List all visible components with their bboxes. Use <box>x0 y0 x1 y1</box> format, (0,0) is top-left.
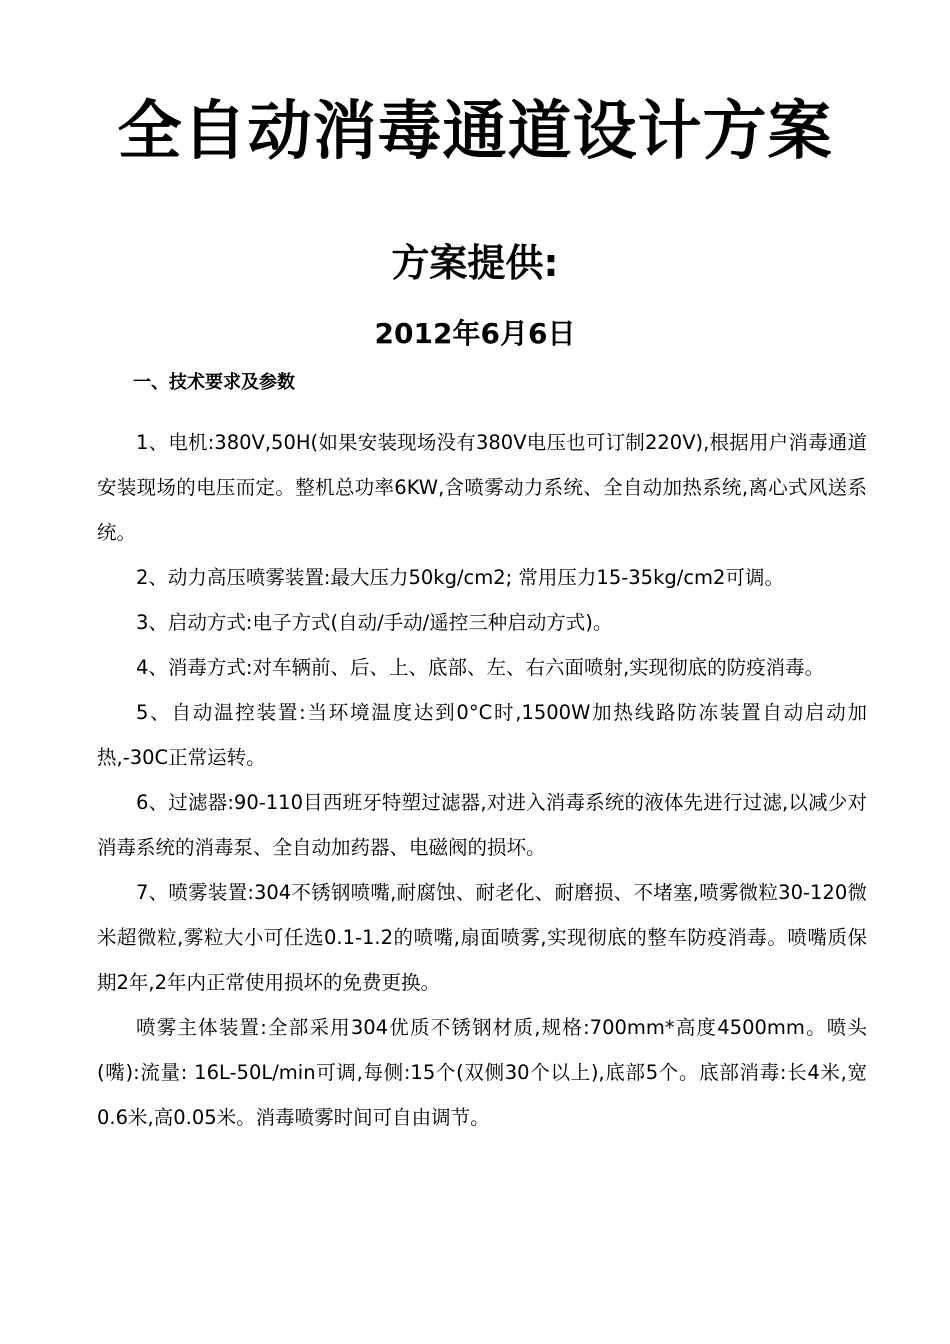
paragraph-3: 3、启动方式:电子方式(自动/手动/遥控三种启动方式)。 <box>136 611 613 634</box>
paragraph-7: 7、喷雾装置:304不锈钢喷嘴,耐腐蚀、耐老化、耐磨损、不堵塞,喷雾微粒30-120微米超微粒,雾粒大小可任选0.1-1.2的喷嘴,扇面喷雾,实现彻底的整车防疫消毒。喷嘴质保期2年,2年内正常使用损坏的免费更换。 <box>97 881 867 994</box>
paragraph-6: 6、过滤器:90-110目西班牙特塑过滤器,对进入消毒系统的液体先进行过滤,以减少对消毒系统的消毒泵、全自动加药器、电磁阀的损坏。 <box>97 791 867 859</box>
document-date: 2012年6月6日 <box>374 317 576 350</box>
document-body <box>97 420 867 1140</box>
paragraph-5: 5、自动温控装置:当环境温度达到0°C时,1500W加热线路防冻装置自动启动加热,-30C正常运转。 <box>97 701 867 769</box>
paragraph-4: 4、消毒方式:对车辆前、后、上、底部、左、右六面喷射,实现彻底的防疫消毒。 <box>136 656 825 679</box>
section-heading: 一、技术要求及参数 <box>133 372 295 393</box>
paragraph-1: 1、电机:380V,50H(如果安装现场没有380V电压也可订制220V),根据用户消毒通道安装现场的电压而定。整机总功率6KW,含喷雾动力系统、全自动加热系统,离心式风送系统。 <box>97 431 867 544</box>
paragraph-8: 喷雾主体装置:全部采用304优质不锈钢材质,规格:700mm*高度4500mm。喷头(嘴):流量: 16L-50L/min可调,每侧:15个(双侧30个以上),底部5个。底部消毒:长4米,宽0.6米,高0.05米。消毒喷雾时间可自由调节。 <box>97 1016 867 1129</box>
paragraph-2: 2、动力高压喷雾装置:最大压力50kg/cm2; 常用压力15-35kg/cm2可调。 <box>136 566 784 589</box>
document-subtitle: 方案提供: <box>391 241 559 285</box>
document-title: 全自动消毒通道设计方案 <box>117 95 833 169</box>
